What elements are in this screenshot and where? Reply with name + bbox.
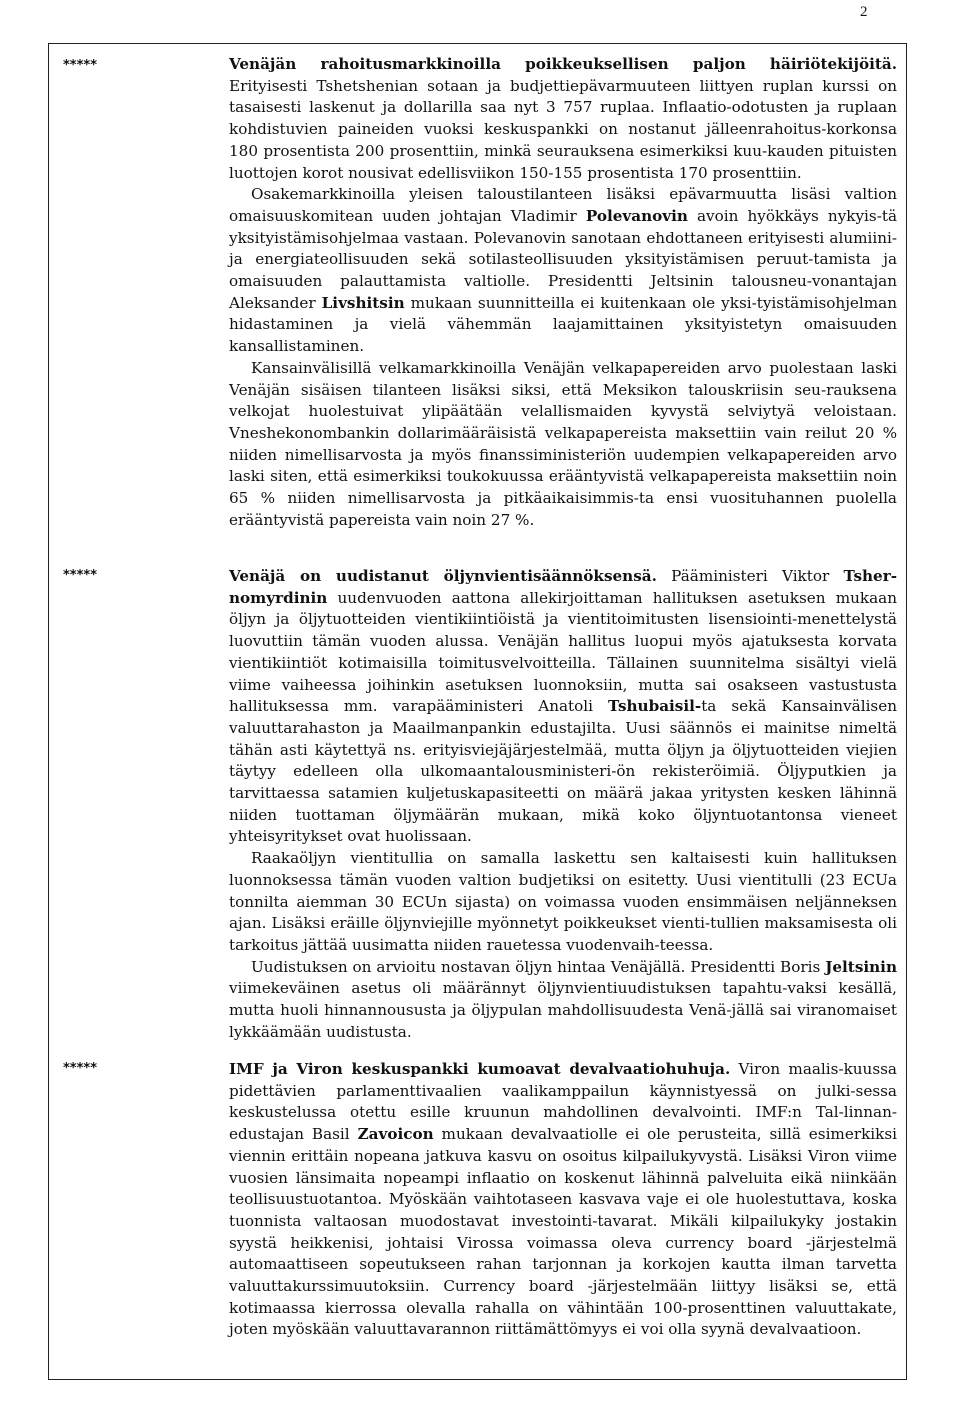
article-headline: Venäjän rahoitusmarkkinoilla poikkeuksellisen paljon häiriötekijöitä. bbox=[229, 55, 897, 73]
bold-name: Polevanovin bbox=[585, 206, 688, 225]
text-run: Pääministeri Viktor bbox=[656, 567, 844, 585]
article-separator-stars: ***** bbox=[63, 1061, 97, 1076]
bold-name: Tshubaisil- bbox=[608, 697, 702, 716]
bold-name: Jeltsinin bbox=[825, 957, 897, 976]
paragraph bbox=[229, 957, 897, 1044]
text-run: Raakaöljyn vientitullia on samalla laskettu sen kaltaisesti kuin hallituksen luonnoksessa tämän vuoden valtion budjetiksi on esitetty. Uusi vientitulli (23 ECUa tonnilta aiemman 30 ECUn sijasta) on voimassa vuoden ensimmäisen neljänneksen ajan. Lisäksi eräille öljynviejille myönnetyt poikkeukset vienti-tullien maksamisesta oli tarkoitus jättää uusimatta niiden rauetessa vuodenvaih-teessa. bbox=[229, 849, 897, 954]
bold-name: Tsher-nomyrdinin bbox=[229, 567, 898, 607]
text-run: avoin hyökkäys nykyis-tä yksityistämisohjelmaa vastaan. Polevanovin sanotaan ehdottaneen erityisesti alumiini- ja energiateollisuuden sekä sotilasteollisuuden yksityistämisen peruut-tamista ja omaisuuden palauttamista valtiolle. Presidentti Jeltsinin talousneu-vonantajan Aleksander bbox=[229, 206, 897, 312]
paragraph bbox=[229, 54, 897, 184]
text-run: mukaan suunnitteilla ei kuitenkaan ole yksi-tyistämisohjelman hidastaminen ja vielä vähemmän laajamittainen yksityistetyn omaisuuden kansallistaminen. bbox=[229, 293, 897, 356]
article-separator-stars: ***** bbox=[63, 568, 97, 583]
text-run: Kansainvälisillä velkamarkkinoilla Venäjän velkapapereiden arvo puolestaan laski Venäjän sisäisen tilanteen lisäksi siksi, että Meksikon talouskriisin seu-rauksena velkojat huolestuivat ylipäätään velallismaiden kyvystä selviytyä veloistaan. Vneshekonombankin dollarimääräisistä velkapapereista maksettiin vain reilut 20 % niiden nimellisarvosta ja myös finanssiministeriön uudempien velkapapereiden arvo laski siten, että esimerkiksi toukokuussa erääntyvistä velkapapereista maksettiin noin 65 % niiden nimellisarvosta ja pitkäaikaisimmis-ta ensi vuosituhannen puolella erääntyvistä papereista vain noin 27 %. bbox=[229, 358, 897, 529]
bold-name: Zavoicon bbox=[357, 1125, 434, 1144]
paragraph bbox=[229, 566, 897, 848]
article-body bbox=[229, 566, 897, 1043]
text-run: Osakemarkkinoilla yleisen taloustilanteen lisäksi epävarmuutta lisäsi valtion omaisuuskomitean uuden johtajan Vladimir bbox=[229, 185, 897, 225]
page-number: 2 bbox=[860, 4, 868, 20]
paragraph bbox=[229, 1059, 897, 1341]
text-run: uudenvuoden aattona allekirjoittaman hallituksen asetuksen mukaan öljyn ja öljytuotteiden vientikiintiöistä ja vientitoimitusten lisensiointi-menettelystä luovuttiin tämän vuoden alussa. Venäjän hallitus luopui myös ajatuksesta korvata vientikiintiöt kotimaisilla toimitusvelvoitteilla. Tällainen suunnitelma sisältyi vielä viime vaiheessa joihinkin asetuksen luonnoksiin, mutta sai osakseen vastustusta hallituksessa mm. varapääministeri Anatoli bbox=[229, 588, 897, 716]
text-run: Viron maalis-kuussa pidettävien parlamenttivaalien vaalikamppailun käynnistyessä on julki-sessa keskustelussa otettu esille kruunun mahdollinen devalvointi. IMF:n Tal-linnan-edustajan Basil bbox=[229, 1060, 897, 1144]
paragraph bbox=[229, 848, 897, 957]
paragraph bbox=[229, 184, 897, 358]
article-body bbox=[229, 54, 897, 531]
text-run: Uudistuksen on arvioitu nostavan öljyn hintaa Venäjällä. Presidentti Boris bbox=[251, 957, 826, 976]
text-run: ta sekä Kansainvälisen valuuttarahaston ja Maailmanpankin edustajilta. Uusi säännös ei mainitse nimeltä tähän asti käytettyä ns. erityisviejäjärjestelmää, mutta öljyn ja öljytuotteiden viejien täytyy edelleen olla ulkomaantalousministeri-ön rekisteröimiä. Öljyputkien ja tarvittaessa satamien kuljetuskapasiteetti on määrä jakaa yritysten kesken lähinnä niiden tuottaman öljymäärän mukaan, mikä koko öljyntuotantonsa vieneet yhteisyritykset ovat huolissaan. bbox=[229, 697, 897, 846]
paragraph bbox=[229, 358, 897, 532]
article-separator-stars: ***** bbox=[63, 58, 97, 73]
article-body bbox=[229, 1059, 897, 1341]
text-run: mukaan devalvaatiolle ei ole perusteita, sillä esimerkiksi viennin erittäin nopeana jatkuva kasvu on osoitus kilpailukyvystä. Lisäksi Viron viime vuosien länsimaita nopeampi inflaatio on koskenut lähinnä palveluita eikä niinkään teollisuustuotantoa. Myöskään vaihtotaseen kasvava vaje ei ole huolestuttava, koska tuonnista valtaosan muodostavat investointi-tavarat. Mikäli kilpailukyky jostakin syystä heikkenisi, johtaisi Virossa voimassa oleva currency board -järjestelmä automaattiseen sopeutukseen rahan tarjonnan ja korkojen kautta ilman tarvetta valuuttakurssimuutoksiin. Currency board -järjestelmään liittyy lisäksi se, että kotimaassa kierrossa olevalla rahalla on vähintään 100-prosenttinen valuuttakate, joten myöskään valuuttavarannon riittämättömyys ei voi olla syynä devalvaatioon. bbox=[229, 1125, 897, 1339]
text-run: Erityisesti Tshetshenian sotaan ja budjettiepävarmuuteen liittyen ruplan kurssi on tasaisesti laskenut ja dollarilla saa nyt 3 757 ruplaa. Inflaatio-odotusten ja ruplaan kohdistuvien paineiden vuoksi keskuspankki on nostanut jälleenrahoitus-korkonsa 180 prosentista 200 prosenttiin, minkä seurauksena esimerkiksi kuu-kauden pituisten luottojen korot nousivat edellisviikon 150-155 prosentista 170 prosenttiin. bbox=[229, 76, 897, 182]
content-frame bbox=[48, 43, 907, 1380]
article-headline: Venäjä on uudistanut öljynvientisäännöksensä. bbox=[229, 567, 657, 585]
article-headline: IMF ja Viron keskuspankki kumoavat devalvaatiohuhuja. bbox=[229, 1060, 731, 1078]
text-run: viimekeväinen asetus oli määrännyt öljynvientiuudistuksen tapahtu-vaksi kesällä, mutta huoli hinnannoususta ja öljypulan mahdollisuudesta Venä-jällä sai viranomaiset lykkäämään uudistusta. bbox=[229, 979, 897, 1041]
bold-name: Livshitsin bbox=[321, 293, 405, 312]
